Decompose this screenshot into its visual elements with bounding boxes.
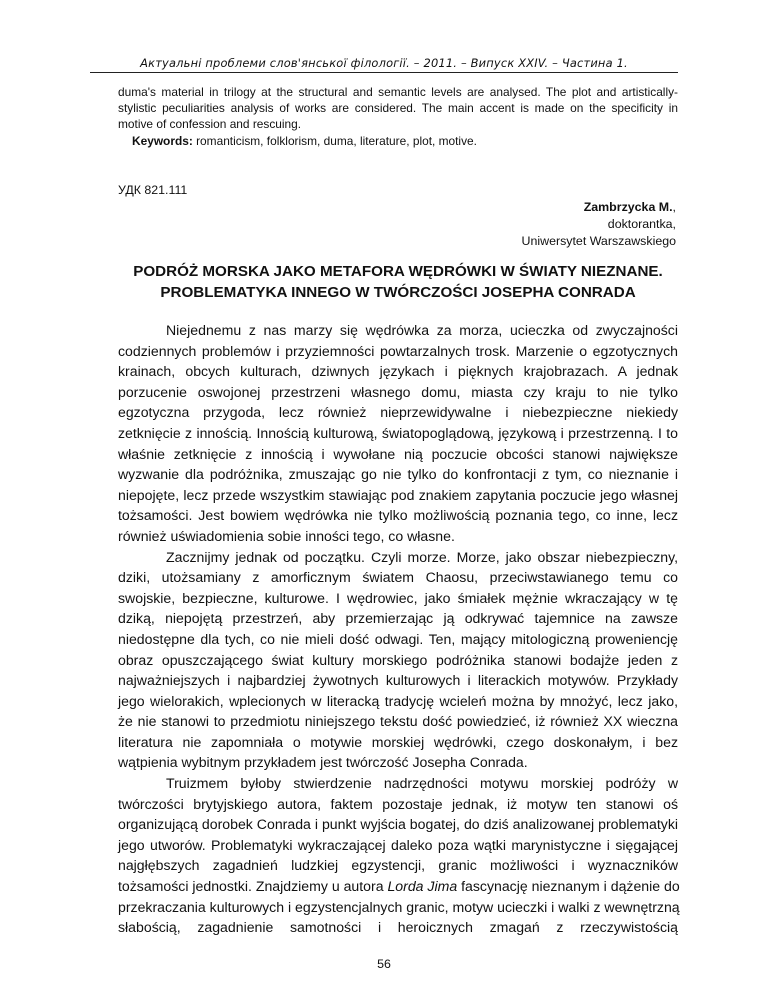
- abstract-line: duma's material in trilogy at the structural and semantic levels are analysed. The plot and artistically-: [118, 85, 678, 99]
- body-line: że nie stanowi to przedmiotu niniejszego tekstu dość powiedzieć, iż również XX wieczna: [118, 713, 678, 730]
- page-number: 56: [377, 957, 391, 971]
- body-line: dziką, niepojętą przestrzeń, aby przemierzając ją odkrywać tajemnice na zawsze: [118, 610, 678, 627]
- body-line: organizującą dorobek Conrada i punkt wyjścia bogatej, do dziś analizowanej problematyki: [118, 816, 678, 833]
- author-name: Zambrzycka M.: [583, 200, 673, 214]
- body-line: tożsamości. Jest bowiem wędrówka nie tylko możliwością poznania tego, co inne, lecz: [118, 507, 678, 524]
- udk-code: УДК 821.111: [118, 183, 188, 197]
- body-line: jego wielorakich, wplecionych w literacką tradycję wcieleń można by mnożyć, lecz jako,: [118, 692, 678, 709]
- body-line: codziennych problemów i przyziemności powtarzalnych trosk. Marzenie o egzotycznych: [118, 342, 678, 359]
- body-line: krainach, obcych kulturach, dziwnych językach i pięknych krajobrazach. A jednak: [118, 363, 678, 380]
- body-line: dziki, utożsamiany z amorficznym światem Chaosu, przeciwstawianego temu co: [118, 569, 678, 586]
- author-position: doktorantka,: [607, 217, 676, 232]
- keywords-label: Keywords:: [132, 133, 193, 148]
- author-affiliation: Uniwersytet Warszawskiego: [521, 234, 676, 249]
- body-line: jego utworów. Problematyki wykraczającej daleko poza wątki marynistyczne i sięgającej: [118, 836, 678, 853]
- body-line: najgłębszych zagadnień ludzkiej egzystencji, granic możliwości i wyznaczników: [118, 857, 678, 874]
- keywords-text: romanticism, folklorism, duma, literature, plot, motive.: [192, 133, 477, 148]
- body-line: również uświadomienia sobie inności tego, co własne.: [118, 527, 455, 544]
- body-line: twórczości brytyjskiego autora, faktem pozostaje jednak, iż motyw ten stanowi oś: [118, 795, 678, 812]
- body-line: literatura nie zapomniała o motywie morskiej wędrówki, czego doskonałym, i bez: [118, 733, 678, 750]
- italic-work-title: Lorda Jima: [387, 878, 458, 895]
- body-line: przekraczania kulturowych i egzystencjalnych granic, motyw ucieczki i walki z wewnętrzną: [118, 898, 680, 915]
- author-name-suffix: ,: [672, 200, 676, 214]
- body-line-end: fascynację nieznanym i dążenie do: [457, 878, 680, 895]
- body-line: zetknięcie z innością. Innością kulturową, światopoglądową, językową i przestrzenną. I to: [118, 424, 678, 441]
- running-header: Актуальні проблеми слов'янської філології. – 2011. – Випуск XXIV. – Частина 1.: [90, 56, 678, 73]
- body-line: niedostępne dla tych, co nie mieli dość odwagi. Ten, mający mitologiczną proweniencję: [118, 630, 678, 647]
- body-line-with-italic: [118, 876, 678, 897]
- body-line: Zacznijmy jednak od początku. Czyli morze. Morze, jako obszar niebezpieczny,: [166, 548, 678, 565]
- body-line: niepojęte, lecz przede wszystkim stawiając pod znakiem zapytania poczucie jego własnej: [118, 486, 678, 503]
- body-line: wyzwanie dla podróżnika, zmuszając go nie tylko do konfrontacji z tym, co nieznanie i: [118, 466, 678, 483]
- body-line: porzucenie oswojonej przestrzeni własnego domu, miasta czy kraju to nie tylko: [118, 383, 678, 400]
- body-line: najważniejszych i najbardziej żywotnych kulturowych i literackich motywów. Przykłady: [118, 672, 678, 689]
- abstract-line: stylistic peculiarities analysis of works are considered. The main accent is made on the specificity in: [118, 101, 678, 116]
- keywords-line: [118, 133, 678, 149]
- article-body: [118, 320, 678, 938]
- body-line: egzotyczna przygoda, lecz również nieprzewidywalne i niebezpieczne niekiedy: [118, 404, 678, 421]
- article-title: [118, 262, 678, 303]
- title-line-1: PODRÓŻ MORSKA JAKO METAFORA WĘDRÓWKI W ŚWIATY NIEZNANE.: [133, 263, 663, 280]
- body-line-start: tożsamości jednostki. Znajdziemy u autora: [118, 878, 388, 895]
- title-line-2: PROBLEMATYKA INNEGO W TWÓRCZOŚCI JOSEPHA CONRADA: [160, 283, 636, 301]
- body-line: właśnie zetknięcie z innością i wywołane nią poczucie obcości stanowi największe: [118, 445, 678, 462]
- abstract-line: motive of confession and rescuing.: [118, 117, 302, 132]
- body-line: Niejednemu z nas marzy się wędrówka za morza, ucieczka od zwyczajności: [166, 322, 678, 338]
- body-line: wątpienia wybitnym przykładem jest twórczość Josepha Conrada.: [118, 754, 528, 771]
- body-line: słabością, zagadnienie samotności i heroicznych zmagań z rzeczywistością: [118, 919, 678, 936]
- abstract-tail: [118, 84, 678, 149]
- body-line: swojskie, bezpieczne, kulturowe. I wędrowiec, jako śmiałek mężnie wkraczający w tę: [118, 589, 678, 606]
- body-line: obraz opuszczającego świat kultury morskiego podróżnika stanowi bodajże jeden z: [118, 651, 678, 668]
- body-line: Truizmem byłoby stwierdzenie nadrzędności motywu morskiej podróży w: [166, 775, 678, 792]
- author-block: [522, 199, 676, 251]
